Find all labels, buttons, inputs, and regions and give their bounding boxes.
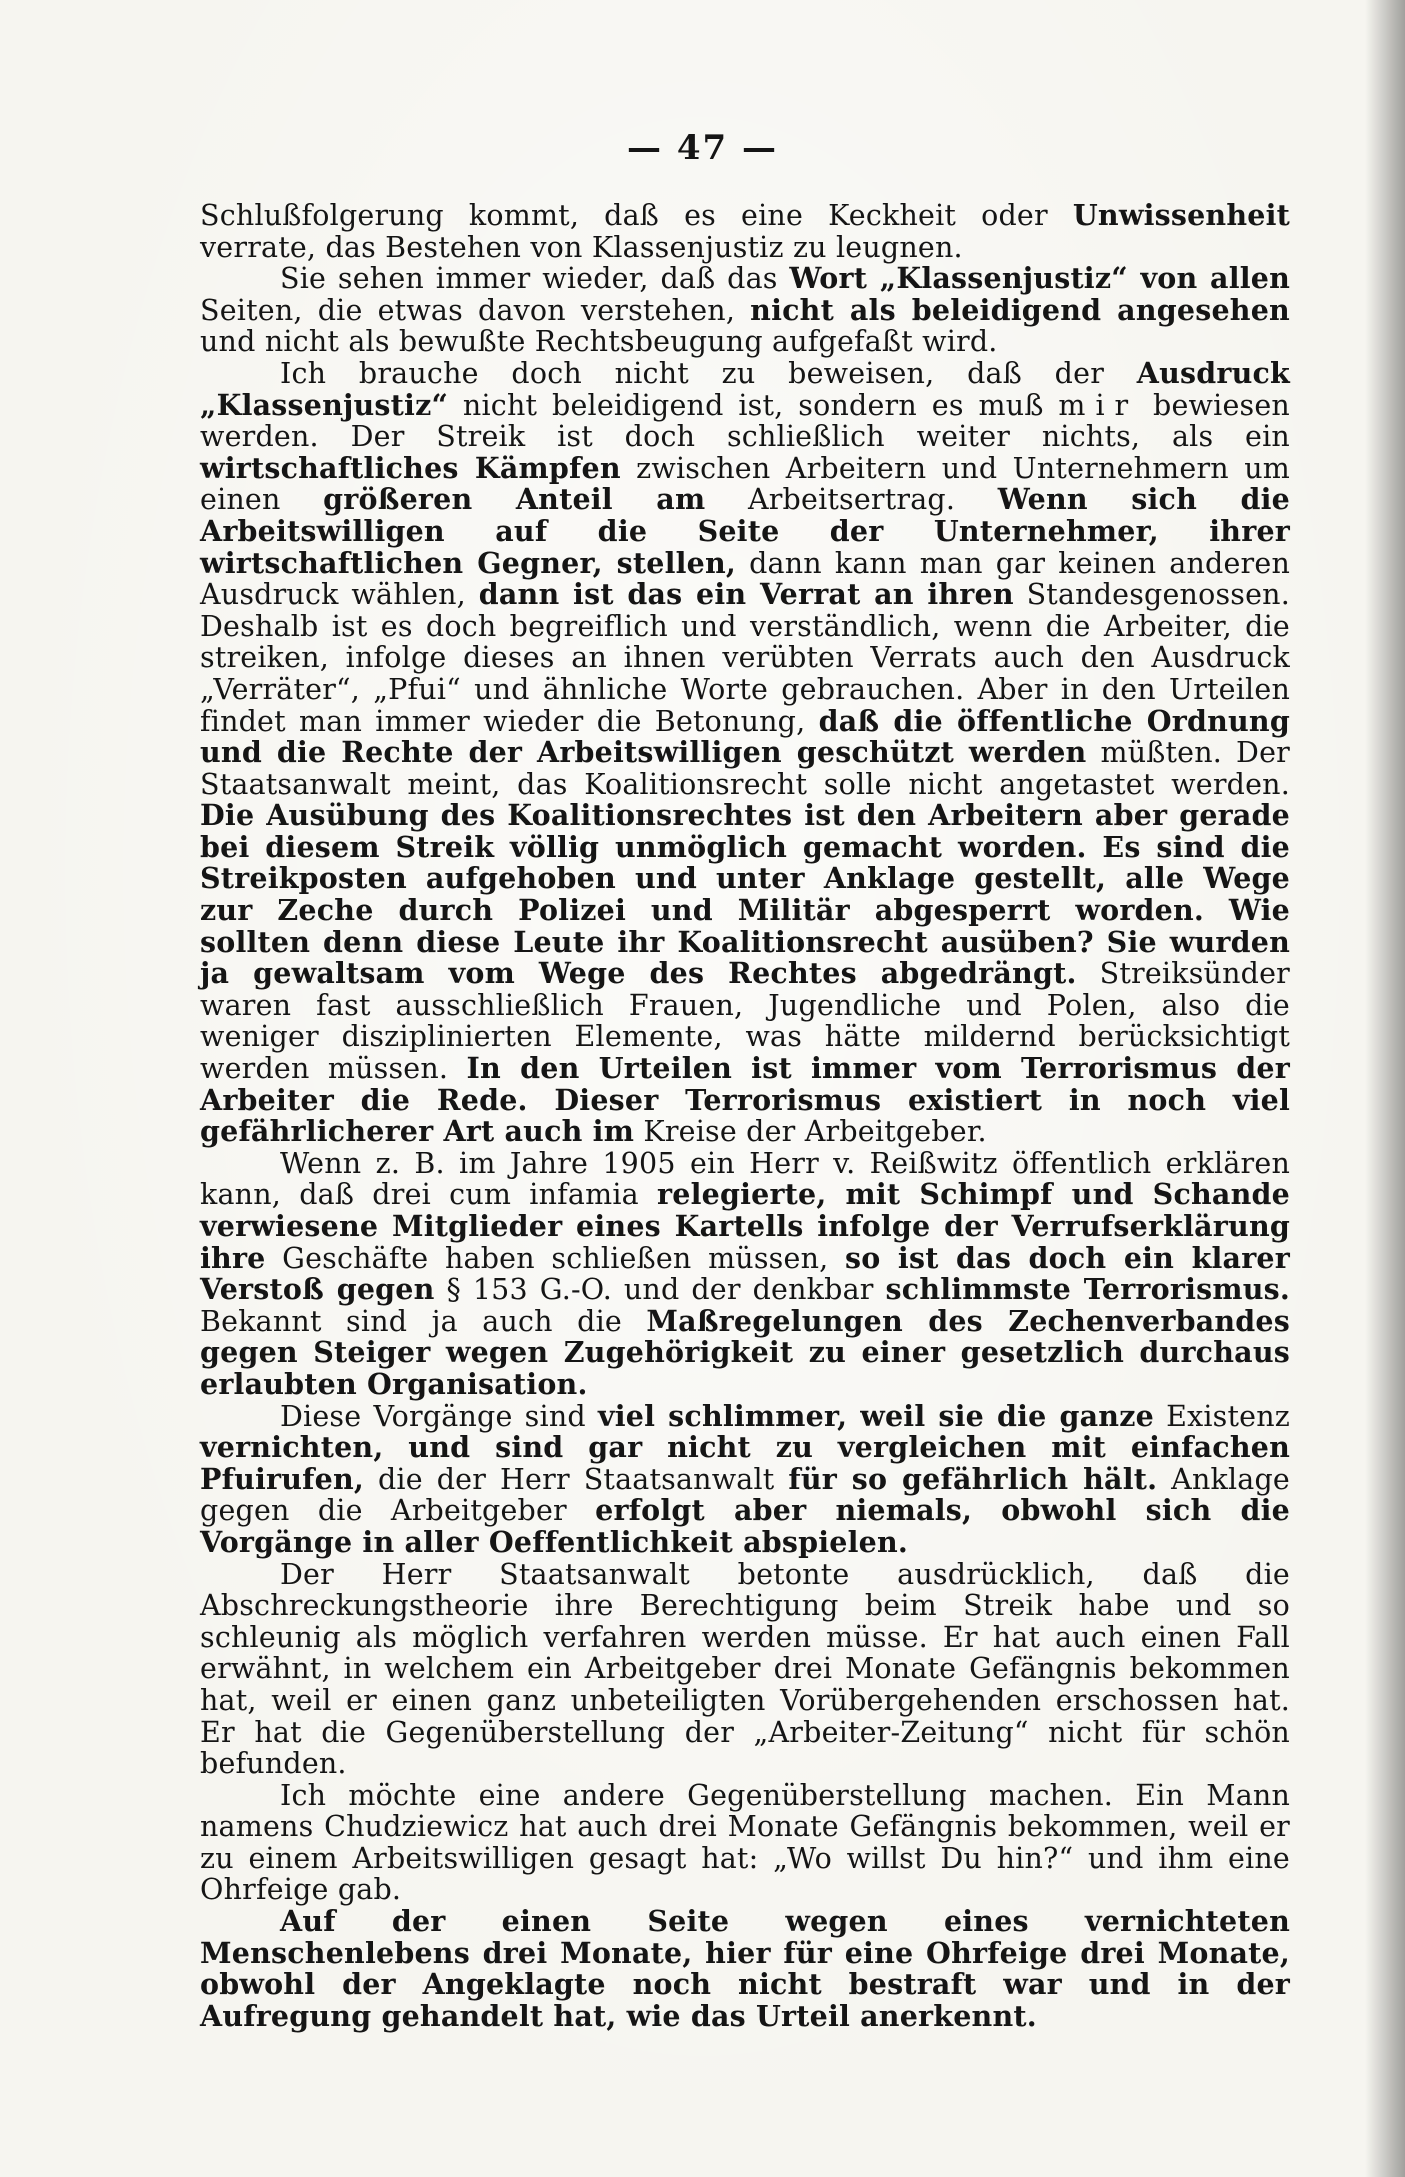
text-span: Seiten, die etwas davon verstehen, xyxy=(200,293,751,327)
page-edge-shadow xyxy=(1365,0,1405,2177)
page-number: — 47 — xyxy=(627,128,778,168)
text-span: Diese Vorgänge sind xyxy=(280,1399,598,1433)
text-span: Ausdruck „Klassenjustiz“ xyxy=(200,355,1290,422)
text-span: Bekannt sind ja auch die xyxy=(200,1304,647,1338)
text-span: so ist das doch ein klarer Verstoß gegen xyxy=(200,1240,1290,1307)
paragraph xyxy=(200,200,1290,263)
text-span: Wort „Klassenjustiz“ von allen xyxy=(789,261,1291,296)
paragraph xyxy=(200,1148,1290,1401)
text-span: Unwissenheit xyxy=(1072,198,1290,232)
paragraph xyxy=(200,1780,1290,1906)
text-span: viel schlimmer, weil sie die ganze xyxy=(597,1398,1154,1433)
text-span: Schlußfolgerung kommt, daß es eine Keckheit oder xyxy=(200,199,1073,232)
paragraph xyxy=(200,355,1291,1149)
text-span: und nicht als bewußte Rechtsbeugung aufgefaßt wird. xyxy=(200,325,998,359)
text-span: Streiksünder waren fast ausschließlich Frauen, Jugendliche und Polen, also die weniger disziplinierten Elemente, was hätte mildernd berücksichtigt werden müssen. xyxy=(200,957,1290,1086)
body-text xyxy=(200,200,1290,2032)
text-span: Der Herr Staatsanwalt betonte ausdrücklich, daß die Abschreckungstheorie ihre Berechtigung beim Streik habe und so schleunig als möglich verfahren werden müsse. Er hat auch einen Fall erwähnt, in welchem ein Arbeitgeber drei Monate Gefängnis bekommen hat, weil er einen ganz unbeteiligten Vorübergehenden erschossen hat. Er hat die Gegenüberstellung der „Arbeiter-Zeitung“ nicht für schön befunden. xyxy=(200,1557,1290,1781)
text-span: daß die öffentliche Ordnung und die Rechte der Arbeitswilligen geschützt werden xyxy=(200,703,1290,770)
text-span: nicht beleidigend ist, sondern es muß xyxy=(448,388,1059,422)
paragraph xyxy=(200,263,1290,358)
text-span: Arbeitsertrag. xyxy=(705,483,998,517)
text-span: verrate, das Bestehen von Klassenjustiz zu leugnen. xyxy=(200,230,963,264)
text-span: In den Urteilen ist immer vom Terrorismus der Arbeiter die Rede. Dieser Terrorismus existiert in noch viel gefährlicherer Art auch im xyxy=(200,1051,1290,1149)
text-span: zwischen Arbeitern und Unternehmern um einen xyxy=(200,451,1290,517)
text-span: Die Ausübung des Koalitionsrechtes ist den Arbeitern aber gerade bei diesem Streik völlig unmöglich gemacht worden. Es sind die Streikposten aufgehoben und unter Anklage gestellt, alle Wege zur Zeche durch Polizei und Militär abgesperrt worden. Wie sollten denn diese Leute ihr Koalitionsrecht ausüben? Sie wurden ja gewaltsam vom Wege des Rechtes abgedrängt. xyxy=(200,798,1290,991)
text-span: wirtschaftliches Kämpfen xyxy=(200,450,621,485)
text-span: Kreise der Arbeitgeber. xyxy=(634,1115,987,1149)
paragraph xyxy=(200,1559,1290,1780)
text-span: relegierte, mit Schimpf und Schande verwiesene Mitglieder eines Kartells infolge der Verrufserklärung ihre xyxy=(200,1177,1290,1275)
text-span: die der Herr Staatsanwalt xyxy=(364,1462,789,1496)
text-span: Standesgenossen. Deshalb ist es doch begreiflich und verständlich, wenn die Arbeiter, die streiken, infolge dieses an ihnen verübten Verrats auch den Ausdruck „Verräter“, „Pfui“ und ähnliche Worte gebrauchen. Aber in den Urteilen findet man immer wieder die Betonung, xyxy=(200,578,1290,738)
text-span: Geschäfte haben schließen müssen, xyxy=(265,1241,845,1275)
text-span: Wenn z. B. im Jahre 1905 ein Herr v. Reißwitz öffentlich erklären kann, daß drei cum infamia xyxy=(200,1146,1290,1212)
paragraph xyxy=(200,1906,1290,2032)
text-span: Sie sehen immer wieder, daß das xyxy=(280,262,790,296)
text-span: Wenn sich die Arbeitswilligen auf die Seite der Unternehmer, ihrer wirtschaftlichen Gegner, stellen, xyxy=(200,482,1290,580)
text-span: Anklage gegen die Arbeitgeber xyxy=(200,1462,1290,1528)
text-span: § 153 G.-O. und der denkbar xyxy=(434,1273,886,1307)
text-span: Existenz xyxy=(1153,1399,1290,1433)
text-span: schlimmste Terrorismus. xyxy=(885,1272,1290,1307)
paragraph xyxy=(200,1398,1290,1559)
text-span: mir xyxy=(1058,388,1139,422)
text-span: nicht als beleidigend angesehen xyxy=(750,292,1290,327)
text-span: erfolgt aber niemals, obwohl sich die Vorgänge in aller Oeffentlichkeit abspielen. xyxy=(200,1493,1290,1559)
text-span: für so gefährlich hält. xyxy=(788,1461,1158,1496)
text-span: dann ist das ein Verrat an ihren xyxy=(478,577,1014,612)
text-span: dann kann man gar keinen anderen Ausdruck wählen, xyxy=(200,546,1291,612)
text-span: Ich möchte eine andere Gegenüberstellung machen. Ein Mann namens Chudziewicz hat auch drei Monate Gefängnis bekommen, weil er zu einem Arbeitswilligen gesagt hat: „Wo willst Du hin?“ und ihm eine Ohrfeige gab. xyxy=(200,1778,1290,1907)
text-span: bewiesen werden. Der Streik ist doch schließlich weiter nichts, als ein xyxy=(200,388,1290,454)
text-span: vernichten, und sind gar nicht zu vergleichen mit einfachen Pfuirufen, xyxy=(200,1430,1290,1496)
text-span: Maßregelungen des Zechenverbandes gegen Steiger wegen Zugehörigkeit zu einer gesetzlich durchaus erlaubten Organisation. xyxy=(200,1303,1290,1401)
text-span: Ich brauche doch nicht zu beweisen, daß der xyxy=(280,356,1137,390)
text-span: größeren Anteil am xyxy=(323,482,706,517)
text-span: Auf der einen Seite wegen eines vernichteten Menschenlebens drei Monate, hier für eine Ohrfeige drei Monate, obwohl der Angeklagte noch nicht bestraft war und in der Aufregung gehandelt hat, wie das Urteil anerkennt. xyxy=(200,1904,1290,2033)
text-span: müßten. Der Staatsanwalt meint, das Koalitionsrecht solle nicht angetastet werden. xyxy=(200,736,1290,801)
